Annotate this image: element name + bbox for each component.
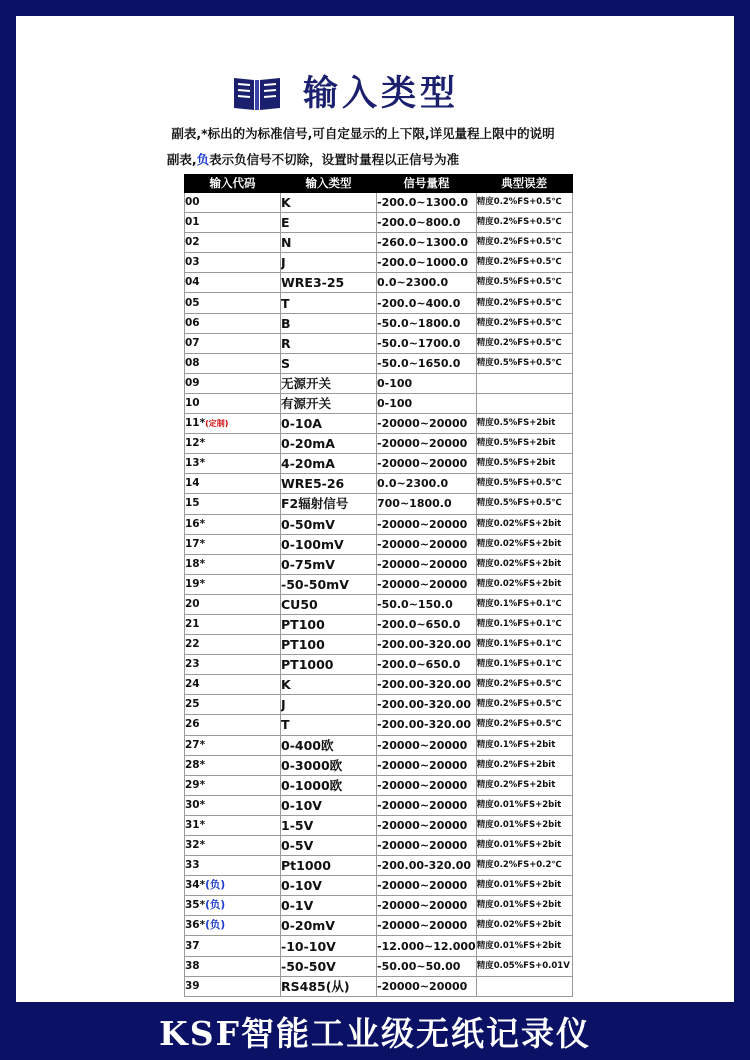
cell-input-code [185,574,281,594]
cell-input-type: 0-5V [281,836,377,856]
input-code-value: 28* [185,758,206,771]
cell-input-code [185,273,281,293]
input-code-value: 20 [185,597,200,610]
input-code-value: 17* [185,537,206,550]
cell-input-type: RS485(从) [281,976,377,996]
table-row [185,233,573,253]
table-row [185,675,573,695]
cell-input-type: 0-20mA [281,434,377,454]
table-row [185,373,573,393]
table-row [185,434,573,454]
input-code-value: 23 [185,658,200,671]
footer-banner: KSF智能工业级无纸记录仪 [159,1014,591,1053]
cell-signal-range: 0-100 [377,393,477,413]
cell-typical-error [476,976,572,996]
table-row [185,514,573,534]
cell-signal-range: -20000~20000 [377,775,477,795]
cell-input-code [185,534,281,554]
cell-signal-range: -200.0~400.0 [377,293,477,313]
table-row [185,836,573,856]
input-code-value: 32* [185,839,206,852]
cell-input-type: 0-50mV [281,514,377,534]
input-code-value: 01 [185,216,200,229]
cell-input-type: 0-1V [281,896,377,916]
cell-input-code [185,956,281,976]
input-code-value: 30* [185,798,206,811]
cell-input-code [185,836,281,856]
cell-input-type: J [281,695,377,715]
cell-input-code [185,434,281,454]
cell-typical-error: 精度0.02%FS+2bit [476,916,572,936]
cell-typical-error: 精度0.2%FS+0.2℃ [476,856,572,876]
cell-input-code [185,775,281,795]
table-row [185,193,573,213]
cell-signal-range: -20000~20000 [377,514,477,534]
cell-typical-error: 精度0.5%FS+2bit [476,434,572,454]
note2-prefix: 副表, [166,152,197,167]
cell-signal-range: -20000~20000 [377,454,477,474]
cell-input-type: 1-5V [281,815,377,835]
cell-input-code [185,414,281,434]
table-row [185,795,573,815]
cell-typical-error: 精度0.05%FS+0.01V [476,956,572,976]
cell-typical-error [476,393,572,413]
cell-input-code [185,735,281,755]
cell-input-code [185,936,281,956]
note-standard-signal: 副表,*标出的为标准信号,可自定显示的上下限,详见量程上限中的说明 [171,126,555,141]
cell-input-code [185,815,281,835]
cell-typical-error: 精度0.1%FS+2bit [476,735,572,755]
cell-signal-range: -20000~20000 [377,574,477,594]
input-code-value: 04 [185,276,200,289]
cell-typical-error: 精度0.01%FS+2bit [476,936,572,956]
cell-signal-range: 700~1800.0 [377,494,477,514]
cell-signal-range: -200.0~650.0 [377,614,477,634]
cell-signal-range: -50.0~1650.0 [377,353,477,373]
cell-signal-range: -12.000~12.000 [377,936,477,956]
input-code-value: 36* [185,919,206,932]
input-code-value: 09 [185,376,200,389]
cell-signal-range: -200.00-320.00 [377,856,477,876]
table-row [185,534,573,554]
cell-input-type: -10-10V [281,936,377,956]
cell-input-type: 0-10V [281,795,377,815]
cell-typical-error: 精度0.2%FS+0.5℃ [476,675,572,695]
cell-typical-error: 精度0.2%FS+0.5℃ [476,253,572,273]
cell-input-type: WRE5-26 [281,474,377,494]
header-signal-range: 信号量程 [377,175,477,193]
cell-signal-range: 0.0~2300.0 [377,474,477,494]
cell-input-code [185,253,281,273]
cell-signal-range: -50.00~50.00 [377,956,477,976]
cell-typical-error: 精度0.1%FS+0.1℃ [476,594,572,614]
cell-typical-error: 精度0.01%FS+2bit [476,876,572,896]
cell-input-code [185,554,281,574]
cell-typical-error: 精度0.01%FS+2bit [476,836,572,856]
cell-input-type: CU50 [281,594,377,614]
cell-input-code [185,494,281,514]
cell-typical-error: 精度0.5%FS+2bit [476,454,572,474]
note2-suffix: 表示负信号不切除，设置时量程以正信号为准 [209,152,460,167]
cell-typical-error: 精度0.2%FS+0.5℃ [476,213,572,233]
cell-typical-error: 精度0.02%FS+2bit [476,534,572,554]
cell-input-type: 0-1000欧 [281,775,377,795]
cell-input-type: 4-20mA [281,454,377,474]
cell-input-code [185,454,281,474]
cell-input-type: PT1000 [281,655,377,675]
cell-typical-error: 精度0.2%FS+0.5℃ [476,695,572,715]
cell-input-type: K [281,193,377,213]
cell-typical-error: 精度0.2%FS+0.5℃ [476,193,572,213]
cell-typical-error [476,373,572,393]
cell-input-type: 0-10A [281,414,377,434]
cell-input-code [185,594,281,614]
cell-typical-error: 精度0.2%FS+0.5℃ [476,233,572,253]
input-code-value: 06 [185,316,200,329]
table-row [185,474,573,494]
cell-input-code [185,655,281,675]
cell-input-type: J [281,253,377,273]
input-code-value: 16* [185,517,206,530]
cell-input-type: S [281,353,377,373]
cell-signal-range: -20000~20000 [377,414,477,434]
cell-input-type: T [281,715,377,735]
cell-input-type: -50-50mV [281,574,377,594]
table-row [185,393,573,413]
cell-input-type: T [281,293,377,313]
input-code-value: 05 [185,296,200,309]
cell-input-code [185,916,281,936]
cell-signal-range: -20000~20000 [377,916,477,936]
input-code-value: 14 [185,477,200,490]
header-typical-error: 典型误差 [476,175,572,193]
header-input-code: 输入代码 [185,175,281,193]
cell-input-code [185,193,281,213]
cell-input-code [185,695,281,715]
cell-input-code [185,795,281,815]
input-code-value: 15 [185,497,200,510]
cell-signal-range: -260.0~1300.0 [377,233,477,253]
cell-input-code [185,213,281,233]
table-row [185,333,573,353]
cell-signal-range: -200.00-320.00 [377,695,477,715]
table-row [185,293,573,313]
table-body [185,193,573,997]
cell-signal-range: -20000~20000 [377,735,477,755]
cell-signal-range: -50.0~150.0 [377,594,477,614]
table-row [185,454,573,474]
page-title: 输入类型 [303,74,460,114]
cell-signal-range: -20000~20000 [377,434,477,454]
cell-signal-range: -20000~20000 [377,534,477,554]
cell-typical-error: 精度0.2%FS+0.5℃ [476,313,572,333]
table-row [185,735,573,755]
cell-signal-range: -200.00-320.00 [377,715,477,735]
cell-input-code [185,635,281,655]
cell-typical-error: 精度0.01%FS+2bit [476,896,572,916]
input-code-value: 03 [185,256,200,269]
input-code-value: 26 [185,718,200,731]
input-code-value: 29* [185,778,206,791]
cell-signal-range: -200.00-320.00 [377,635,477,655]
cell-typical-error: 精度0.5%FS+0.5℃ [476,273,572,293]
table-row [185,614,573,634]
input-code-value: 18* [185,557,206,570]
table-row [185,213,573,233]
cell-signal-range: -200.00-320.00 [377,675,477,695]
cell-input-type: N [281,233,377,253]
cell-input-type: -50-50V [281,956,377,976]
table-row [185,574,573,594]
cell-signal-range: -20000~20000 [377,554,477,574]
title-row [16,64,734,120]
cell-signal-range: -50.0~1800.0 [377,313,477,333]
input-code-value: 35* [185,899,206,912]
table-row [185,755,573,775]
cell-typical-error: 精度0.2%FS+0.5℃ [476,333,572,353]
table-row [185,876,573,896]
table-row [185,695,573,715]
input-code-value: 08 [185,356,200,369]
input-code-suffix: (定制) [205,419,229,429]
cell-input-code [185,896,281,916]
cell-input-code [185,393,281,413]
cell-typical-error: 精度0.2%FS+0.5℃ [476,293,572,313]
cell-input-code [185,313,281,333]
cell-input-type: 0-3000欧 [281,755,377,775]
note2-negative-mark: 负 [196,152,210,167]
cell-signal-range: -200.0~1000.0 [377,253,477,273]
input-code-value: 22 [185,638,200,651]
table-row [185,414,573,434]
cell-typical-error: 精度0.01%FS+2bit [476,815,572,835]
cell-typical-error: 精度0.02%FS+2bit [476,574,572,594]
cell-input-code [185,675,281,695]
cell-typical-error: 精度0.1%FS+0.1℃ [476,655,572,675]
input-code-value: 19* [185,577,206,590]
cell-input-type: PT100 [281,635,377,655]
cell-input-type: Pt1000 [281,856,377,876]
table-row [185,655,573,675]
input-code-suffix: (负) [205,899,226,912]
input-code-value: 21 [185,618,200,631]
content-panel [16,16,734,1002]
header-input-type: 输入类型 [281,175,377,193]
table-row [185,936,573,956]
cell-input-code [185,333,281,353]
input-code-suffix: (负) [205,879,226,892]
cell-typical-error: 精度0.5%FS+0.5℃ [476,353,572,373]
cell-input-type: 0-75mV [281,554,377,574]
cell-signal-range: -20000~20000 [377,976,477,996]
table-row [185,815,573,835]
cell-typical-error: 精度0.2%FS+2bit [476,775,572,795]
cell-signal-range: -20000~20000 [377,876,477,896]
cell-input-code [185,614,281,634]
cell-signal-range: 0.0~2300.0 [377,273,477,293]
cell-input-code [185,373,281,393]
table-row [185,715,573,735]
table-row [185,856,573,876]
input-code-value: 37 [185,939,200,952]
table-row [185,775,573,795]
cell-input-type: E [281,213,377,233]
cell-signal-range: -200.0~800.0 [377,213,477,233]
cell-signal-range: -20000~20000 [377,815,477,835]
table-row [185,635,573,655]
input-code-value: 24 [185,678,200,691]
cell-input-code [185,876,281,896]
cell-signal-range: -200.0~650.0 [377,655,477,675]
cell-input-type: F2辐射信号 [281,494,377,514]
cell-input-type: 无源开关 [281,373,377,393]
table-row [185,956,573,976]
book-icon [232,72,282,112]
input-code-value: 13* [185,457,206,470]
cell-input-code [185,715,281,735]
cell-typical-error: 精度0.1%FS+0.1℃ [476,635,572,655]
input-code-value: 00 [185,196,200,209]
cell-input-type: 0-100mV [281,534,377,554]
table-row [185,273,573,293]
table-row [185,976,573,996]
input-code-value: 31* [185,818,206,831]
cell-input-code [185,293,281,313]
note-negative-signal [0,150,672,168]
cell-input-type: 0-10V [281,876,377,896]
table-header-row [185,175,573,193]
cell-signal-range: -20000~20000 [377,836,477,856]
cell-typical-error: 精度0.02%FS+2bit [476,554,572,574]
cell-input-type: WRE3-25 [281,273,377,293]
cell-signal-range: -50.0~1700.0 [377,333,477,353]
cell-input-type: PT100 [281,614,377,634]
cell-input-type: 0-400欧 [281,735,377,755]
cell-input-code [185,474,281,494]
cell-typical-error: 精度0.1%FS+0.1℃ [476,614,572,634]
table-row [185,353,573,373]
input-code-value: 34* [185,879,206,892]
cell-input-code [185,233,281,253]
input-code-value: 39 [185,979,200,992]
table-row [185,916,573,936]
table-row [185,554,573,574]
table-row [185,313,573,333]
cell-typical-error: 精度0.5%FS+0.5℃ [476,474,572,494]
input-code-value: 10 [185,396,200,409]
cell-input-code [185,856,281,876]
cell-signal-range: -200.0~1300.0 [377,193,477,213]
cell-typical-error: 精度0.2%FS+2bit [476,755,572,775]
input-code-value: 02 [185,236,200,249]
input-code-suffix: (负) [205,919,226,932]
cell-typical-error: 精度0.5%FS+2bit [476,414,572,434]
cell-typical-error: 精度0.2%FS+0.5℃ [476,715,572,735]
table-row [185,594,573,614]
cell-input-type: R [281,333,377,353]
cell-input-code [185,514,281,534]
cell-input-type: B [281,313,377,333]
table-row [185,494,573,514]
cell-input-type: 有源开关 [281,393,377,413]
input-code-value: 12* [185,437,206,450]
cell-typical-error: 精度0.02%FS+2bit [476,514,572,534]
input-type-table [184,174,573,997]
cell-input-type: 0-20mV [281,916,377,936]
input-code-value: 25 [185,698,200,711]
cell-typical-error: 精度0.5%FS+0.5℃ [476,494,572,514]
cell-input-code [185,755,281,775]
input-code-value: 33 [185,859,200,872]
cell-signal-range: -20000~20000 [377,795,477,815]
table-row [185,253,573,273]
cell-signal-range: 0-100 [377,373,477,393]
cell-input-type: K [281,675,377,695]
input-code-value: 11* [185,417,206,430]
input-code-value: 27* [185,738,206,751]
input-code-value: 38 [185,959,200,972]
table-row [185,896,573,916]
cell-input-code [185,353,281,373]
cell-signal-range: -20000~20000 [377,896,477,916]
cell-signal-range: -20000~20000 [377,755,477,775]
cell-input-code [185,976,281,996]
input-code-value: 07 [185,336,200,349]
cell-typical-error: 精度0.01%FS+2bit [476,795,572,815]
